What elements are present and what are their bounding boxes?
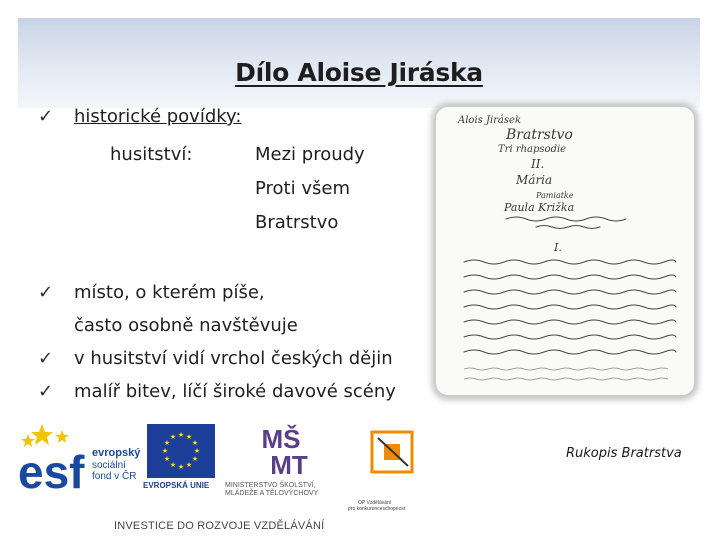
manuscript-text: Bratrstvo — [506, 127, 573, 143]
msmt-label: MLÁDEŽE A TĚLOVÝCHOVY — [225, 490, 319, 497]
svg-text:★: ★ — [163, 455, 171, 463]
svg-text:★: ★ — [191, 439, 199, 447]
svg-text:★: ★ — [191, 455, 199, 463]
work-title: Proti všem — [255, 178, 350, 199]
svg-text:★: ★ — [177, 463, 185, 471]
svg-text:★: ★ — [177, 431, 185, 439]
svg-text:★: ★ — [169, 461, 177, 469]
eu-flag-icon — [147, 424, 215, 478]
check-icon: ✓ — [38, 381, 54, 402]
svg-text:★: ★ — [161, 447, 169, 455]
manuscript-text: Mária — [516, 173, 553, 187]
esf-name: sociální — [92, 460, 126, 471]
investment-slogan: INVESTICE DO ROZVOJE VZDĚLÁVÁNÍ — [114, 520, 325, 532]
footer-logos — [18, 422, 448, 540]
bullet-text: historické povídky: — [74, 106, 242, 127]
manuscript-text: Pamiatke — [536, 191, 574, 200]
check-icon: ✓ — [38, 282, 54, 303]
image-caption: Rukopis Bratrstva — [566, 446, 682, 461]
msmt-logo-icon — [251, 424, 321, 480]
esf-name: fond v ČR — [92, 471, 137, 482]
handwriting-scribbles — [436, 107, 694, 395]
svg-text:★: ★ — [185, 433, 193, 441]
bullet-continuation: často osobně navštěvuje — [74, 315, 298, 336]
eu-stars-icon — [147, 424, 215, 478]
manuscript-text: Tri rhapsodie — [498, 144, 567, 155]
manuscript-text: I. — [554, 241, 562, 254]
slide-title: Dílo Aloise Jiráska — [235, 58, 483, 87]
work-title: Bratrstvo — [255, 212, 339, 233]
svg-text:MŠ: MŠ — [261, 424, 301, 454]
manuscript-text: Paula Križka — [504, 201, 575, 214]
bullet-text: malíř bitev, líčí široké davové scény — [74, 381, 396, 402]
eu-label: EVROPSKÁ UNIE — [143, 481, 210, 490]
check-icon: ✓ — [38, 106, 54, 127]
op-logo-icon — [364, 426, 424, 482]
manuscript-image — [436, 107, 694, 395]
svg-text:MT: MT — [270, 450, 308, 480]
bullet-text: v husitství vidí vrchol českých dějin — [74, 348, 393, 369]
manuscript-text: II. — [531, 157, 545, 171]
work-title: Mezi proudy — [255, 144, 365, 165]
op-label: pro konkurenceschopnost — [348, 506, 406, 512]
esf-name: evropský — [92, 447, 141, 459]
bullet-text: místo, o kterém píše, — [74, 282, 265, 303]
msmt-label: MINISTERSTVO ŠKOLSTVÍ, — [225, 482, 316, 489]
sub-label: husitství: — [110, 144, 193, 165]
svg-text:★: ★ — [185, 461, 193, 469]
manuscript-text: Alois Jirásek — [458, 115, 522, 126]
check-icon: ✓ — [38, 348, 54, 369]
title-band — [18, 18, 700, 108]
op-label: OP Vzdělávání — [358, 500, 392, 506]
svg-text:★: ★ — [163, 439, 171, 447]
svg-text:★: ★ — [193, 447, 201, 455]
svg-text:★: ★ — [169, 433, 177, 441]
svg-text:esf: esf — [18, 446, 85, 492]
